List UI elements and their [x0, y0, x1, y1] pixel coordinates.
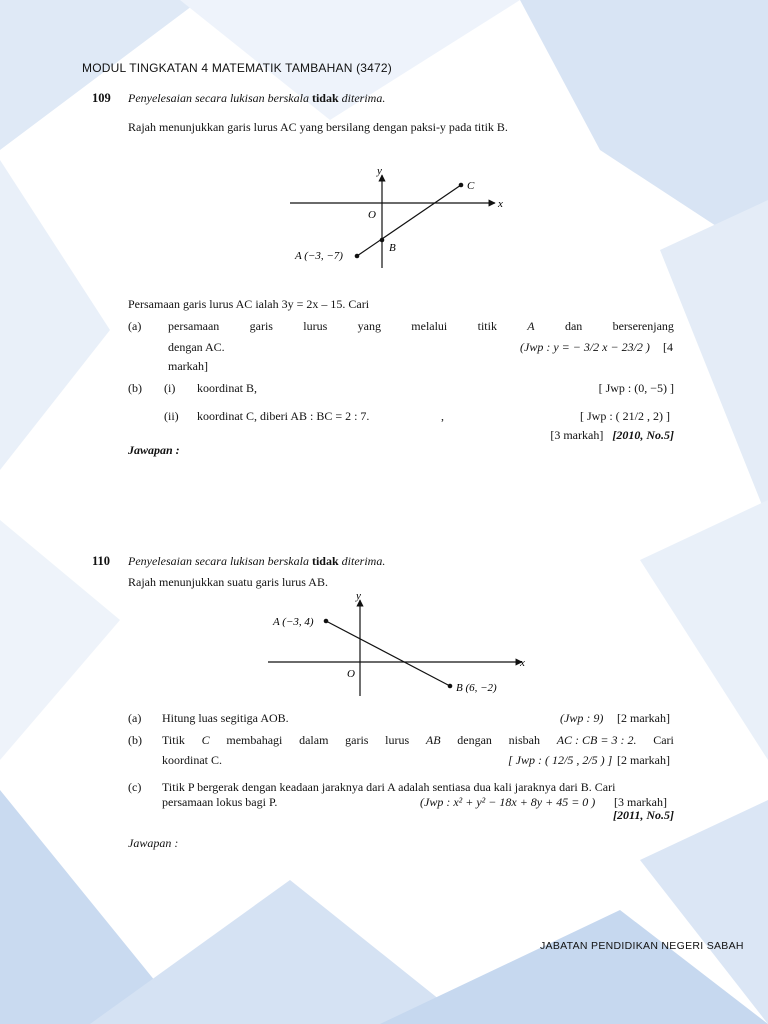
question-109-note — [128, 91, 385, 106]
word: lurus — [385, 733, 410, 747]
line-ab — [326, 621, 450, 686]
word: C — [201, 733, 210, 747]
word: nisbah — [508, 733, 540, 747]
point-b — [380, 238, 385, 243]
word: Cari — [653, 733, 674, 747]
part-a-text: Hitung luas segitiga AOB. — [162, 711, 289, 725]
word: garis — [345, 733, 369, 747]
point-a-label: A (−3, −7) — [295, 250, 343, 262]
word: dalam — [299, 733, 329, 747]
diagram-110 — [265, 588, 540, 700]
part-b-ii-label: (ii) — [164, 409, 179, 423]
part-a-label: (a) — [128, 319, 142, 333]
question-110-answer-label: Jawapan : — [128, 836, 179, 850]
question-109-intro: Rajah menunjukkan garis lurus AC yang bersilang dengan paksi-y pada titik B. — [128, 120, 508, 134]
part-a-marks-cont: markah] — [168, 359, 208, 373]
question-109-equation: Persamaan garis lurus AC ialah 3y = 2x – 15. Cari — [128, 297, 370, 311]
note-text-end: diterima. — [338, 91, 386, 105]
word: titik — [477, 319, 497, 333]
part-c-line1: Titik P bergerak dengan keadaan jaraknya dari A adalah sentiasa dua kali jaraknya dari B. Cari — [162, 780, 616, 794]
point-a-label: A (−3, 4) — [273, 616, 314, 628]
question-110-note — [128, 554, 385, 569]
point-c-label: C — [467, 180, 475, 192]
part-c-label: (c) — [128, 780, 142, 794]
part-b-ii-text: koordinat C, diberi AB : BC = 2 : 7. — [197, 409, 370, 423]
part-b-i-answer: [ Jwp : (0, −5) ] — [598, 381, 674, 395]
word: persamaan — [168, 319, 220, 333]
origin-label: O — [368, 209, 376, 221]
part-b-label: (b) — [128, 733, 142, 747]
stray-comma: , — [441, 409, 444, 423]
note-emphasis: tidak — [311, 91, 339, 105]
word: membahagi — [226, 733, 283, 747]
part-c-marks: [3 markah] — [614, 795, 667, 809]
part-b-i-label: (i) — [164, 381, 176, 395]
part-a-marks: [4 — [663, 340, 673, 354]
word: berserenjang — [612, 319, 674, 333]
word: melalui — [411, 319, 448, 333]
part-b-line2: koordinat C. — [162, 753, 222, 767]
x-axis-label: x — [498, 198, 503, 210]
diagram-109 — [280, 160, 540, 275]
point-c — [459, 183, 464, 188]
part-a-answer: (Jwp : 9) — [560, 711, 604, 725]
note-emphasis: tidak — [311, 554, 339, 568]
part-b-ii-answer: [ Jwp : ( 21/2 , 2) ] — [580, 409, 670, 423]
module-header: MODUL TINGKATAN 4 MATEMATIK TAMBAHAN (3472) — [82, 61, 392, 75]
word: Titik — [162, 733, 185, 747]
word: AB — [425, 733, 441, 747]
point-a — [355, 254, 360, 259]
question-109-marks — [440, 428, 674, 443]
part-b-answer: [ Jwp : ( 12/5 , 2/5 ) ] — [508, 753, 613, 767]
word: lurus — [303, 319, 328, 333]
question-110-intro: Rajah menunjukkan suatu garis lurus AB. — [128, 575, 328, 589]
marks-text: [3 markah] — [550, 428, 604, 442]
question-110-number: 110 — [92, 554, 111, 568]
word: dengan — [457, 733, 492, 747]
question-110-source: [2011, No.5] — [613, 808, 674, 822]
question-109-answer-label: Jawapan : — [128, 443, 180, 457]
point-a — [324, 619, 329, 624]
part-b-label: (b) — [128, 381, 142, 395]
note-text-end: diterima. — [338, 554, 386, 568]
origin-label: O — [347, 668, 355, 680]
part-a-line2: dengan AC. — [168, 340, 225, 354]
part-a-answer: (Jwp : y = − 3/2 x − 23/2 ) — [520, 340, 650, 354]
word: garis — [249, 319, 273, 333]
part-a-line1 — [168, 319, 674, 334]
part-a-label: (a) — [128, 711, 142, 725]
x-axis-label: x — [520, 657, 525, 669]
y-axis-label: y — [377, 165, 382, 177]
word: dan — [564, 319, 583, 333]
word: AC : CB = 3 : 2. — [556, 733, 637, 747]
note-text: Penyelesaian secara lukisan berskala — [128, 554, 312, 568]
part-c-answer: (Jwp : x² + y² − 18x + 8y + 45 = 0 ) — [420, 795, 596, 809]
part-b-i-text: koordinat B, — [197, 381, 257, 395]
part-c-line2: persamaan lokus bagi P. — [162, 795, 278, 809]
point-b — [448, 684, 453, 689]
point-b-label: B (6, −2) — [456, 682, 497, 694]
question-109-number: 109 — [92, 91, 111, 105]
y-axis-label: y — [356, 590, 361, 602]
point-b-label: B — [389, 242, 396, 254]
word: A — [527, 319, 535, 333]
department-footer: JABATAN PENDIDIKAN NEGERI SABAH — [540, 940, 744, 952]
word: yang — [357, 319, 381, 333]
note-text: Penyelesaian secara lukisan berskala — [128, 91, 312, 105]
part-b-line1 — [162, 733, 674, 748]
exam-source: [2010, No.5] — [612, 428, 674, 442]
part-b-marks: [2 markah] — [617, 753, 670, 767]
part-a-marks: [2 markah] — [617, 711, 670, 725]
